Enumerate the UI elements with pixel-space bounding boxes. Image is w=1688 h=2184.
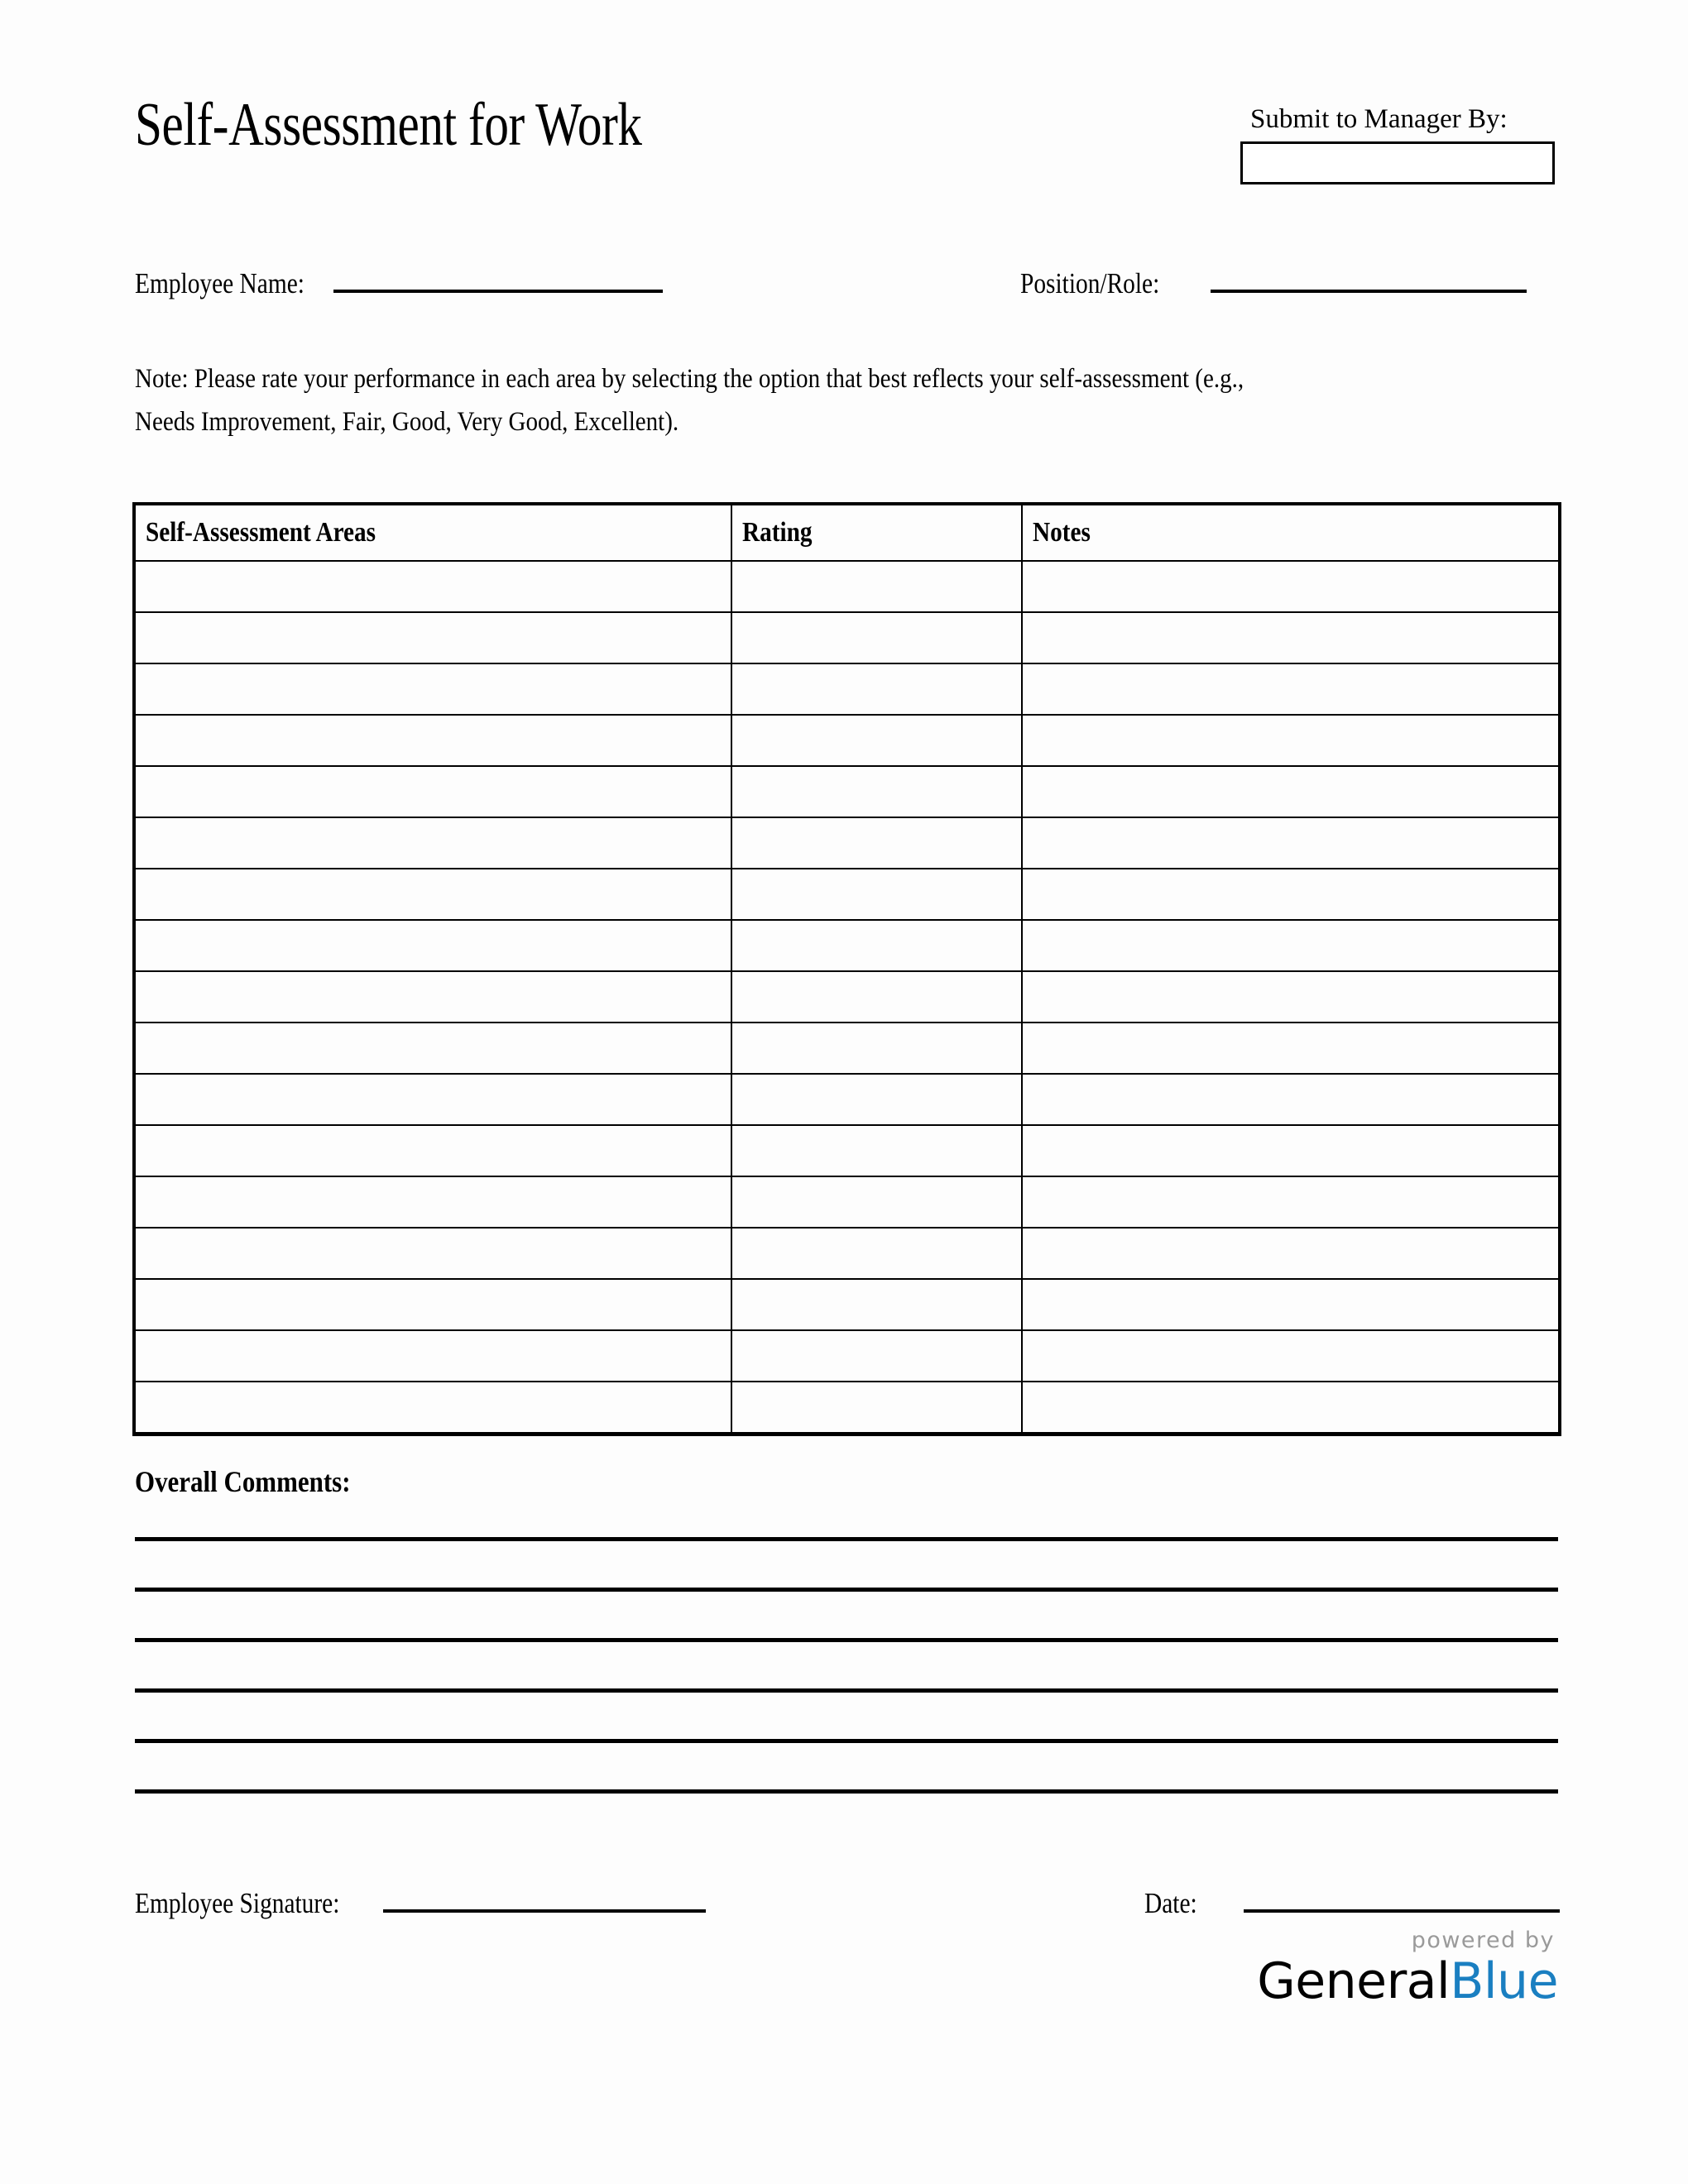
notes-cell[interactable] (1022, 1228, 1560, 1279)
date-field (1144, 1876, 1560, 1922)
area-cell[interactable] (134, 971, 731, 1023)
table-row (134, 1176, 1560, 1228)
area-cell[interactable] (134, 869, 731, 920)
notes-cell[interactable] (1022, 1176, 1560, 1228)
rating-cell[interactable] (731, 1382, 1022, 1434)
table-row (134, 1125, 1560, 1176)
rating-cell[interactable] (731, 869, 1022, 920)
table-row (134, 1228, 1560, 1279)
rating-cell[interactable] (731, 715, 1022, 766)
table-row (134, 1074, 1560, 1125)
notes-cell[interactable] (1022, 561, 1560, 612)
area-cell[interactable] (134, 663, 731, 715)
area-cell[interactable] (134, 1228, 731, 1279)
rating-cell[interactable] (731, 1125, 1022, 1176)
notes-cell[interactable] (1022, 869, 1560, 920)
employee-name-field (135, 256, 663, 302)
area-cell[interactable] (134, 1125, 731, 1176)
area-cell[interactable] (134, 817, 731, 869)
instructions-note: Note: Please rate your performance in each area by selecting the option that best reflects your self-assessment (e.g., Needs Improvement, Fair, Good, Very Good, Excellent). (135, 364, 1244, 437)
submit-to-manager-input[interactable] (1240, 141, 1555, 184)
table-row (134, 715, 1560, 766)
notes-cell[interactable] (1022, 1382, 1560, 1434)
rating-cell[interactable] (731, 612, 1022, 663)
rating-cell[interactable] (731, 1228, 1022, 1279)
employee-signature-field (135, 1876, 706, 1922)
notes-cell[interactable] (1022, 1074, 1560, 1125)
table-row (134, 817, 1560, 869)
table-header-row (134, 504, 1560, 561)
table-row (134, 971, 1560, 1023)
column-header-areas-label: Self-Assessment Areas (146, 517, 376, 548)
rating-cell[interactable] (731, 1330, 1022, 1382)
notes-cell[interactable] (1022, 1330, 1560, 1382)
rating-cell[interactable] (731, 1023, 1022, 1074)
position-role-field (1020, 256, 1527, 302)
identity-fields-row (135, 256, 1558, 303)
rating-cell[interactable] (731, 1279, 1022, 1330)
powered-by-label: powered by (1411, 1928, 1555, 1953)
submit-to-manager-group (1234, 103, 1558, 184)
employee-name-label: Employee Name: (135, 267, 305, 299)
overall-comments-heading: Overall Comments: (135, 1465, 351, 1498)
column-header-rating (731, 504, 1022, 561)
table-row (134, 1330, 1560, 1382)
area-cell[interactable] (134, 1074, 731, 1125)
signature-row (135, 1876, 1558, 1923)
notes-cell[interactable] (1022, 766, 1560, 817)
notes-cell[interactable] (1022, 971, 1560, 1023)
column-header-areas (134, 504, 731, 561)
area-cell[interactable] (134, 1279, 731, 1330)
rating-cell[interactable] (731, 971, 1022, 1023)
comment-line[interactable] (135, 1588, 1558, 1592)
notes-cell[interactable] (1022, 817, 1560, 869)
table-row (134, 612, 1560, 663)
overall-comments-lines (135, 1537, 1558, 1840)
employee-name-input[interactable] (333, 256, 663, 293)
table-row (134, 920, 1560, 971)
column-header-rating-label: Rating (742, 517, 813, 548)
column-header-notes (1022, 504, 1560, 561)
area-cell[interactable] (134, 1382, 731, 1434)
comment-line[interactable] (135, 1688, 1558, 1693)
rating-cell[interactable] (731, 766, 1022, 817)
rating-cell[interactable] (731, 663, 1022, 715)
table-row (134, 663, 1560, 715)
table-row (134, 869, 1560, 920)
employee-signature-input[interactable] (383, 1876, 706, 1913)
notes-cell[interactable] (1022, 663, 1560, 715)
notes-cell[interactable] (1022, 1125, 1560, 1176)
brand-name (1257, 1954, 1558, 2009)
rating-cell[interactable] (731, 1074, 1022, 1125)
table-row (134, 766, 1560, 817)
comment-line[interactable] (135, 1638, 1558, 1642)
table-row (134, 561, 1560, 612)
area-cell[interactable] (134, 1023, 731, 1074)
area-cell[interactable] (134, 766, 731, 817)
area-cell[interactable] (134, 612, 731, 663)
rating-cell[interactable] (731, 561, 1022, 612)
column-header-notes-label: Notes (1033, 517, 1091, 548)
table-row (134, 1279, 1560, 1330)
comment-line[interactable] (135, 1789, 1558, 1794)
comment-line[interactable] (135, 1739, 1558, 1743)
page-title: Self-Assessment for Work (135, 91, 642, 159)
table-body (134, 561, 1560, 1434)
date-input[interactable] (1244, 1876, 1560, 1913)
table-header (134, 504, 1560, 561)
area-cell[interactable] (134, 561, 731, 612)
position-role-input[interactable] (1211, 256, 1527, 293)
notes-cell[interactable] (1022, 612, 1560, 663)
self-assessment-table (132, 502, 1561, 1436)
brand-name-blue: Blue (1450, 1952, 1558, 2010)
notes-cell[interactable] (1022, 1023, 1560, 1074)
area-cell[interactable] (134, 1330, 731, 1382)
position-role-label: Position/Role: (1020, 267, 1160, 299)
area-cell[interactable] (134, 1176, 731, 1228)
form-header (135, 89, 1558, 197)
employee-signature-label: Employee Signature: (135, 1887, 340, 1919)
rating-cell[interactable] (731, 817, 1022, 869)
generalblue-logo (1257, 1928, 1558, 2009)
table-row (134, 1023, 1560, 1074)
notes-cell[interactable] (1022, 1279, 1560, 1330)
rating-cell[interactable] (731, 920, 1022, 971)
notes-cell[interactable] (1022, 715, 1560, 766)
submit-to-manager-label: Submit to Manager By: (1250, 104, 1508, 134)
rating-cell[interactable] (731, 1176, 1022, 1228)
area-cell[interactable] (134, 920, 731, 971)
date-label: Date: (1144, 1887, 1197, 1919)
brand-name-general: General (1257, 1952, 1451, 2010)
table-row (134, 1382, 1560, 1434)
area-cell[interactable] (134, 715, 731, 766)
notes-cell[interactable] (1022, 920, 1560, 971)
comment-line[interactable] (135, 1537, 1558, 1541)
